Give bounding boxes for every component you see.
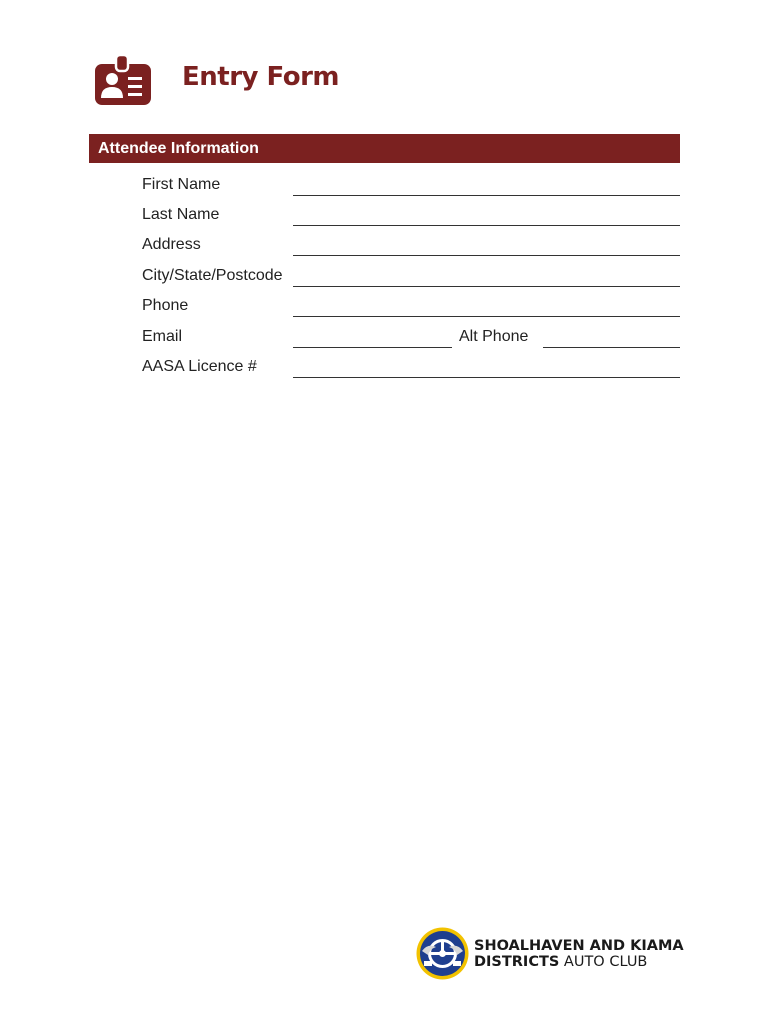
page-title: Entry Form [182,62,340,92]
alt-phone-label: Alt Phone [459,328,529,345]
club-name [474,938,684,970]
last-name-field[interactable] [293,224,680,226]
city-state-postcode-row [142,261,680,287]
first-name-row [142,170,680,196]
address-label: Address [142,236,201,253]
address-row [142,230,680,256]
email-row [142,322,680,348]
last-name-row [142,200,680,226]
club-name-line-1: SHOALHAVEN AND KIAMA [474,938,684,954]
email-label: Email [142,328,183,345]
address-field[interactable] [293,254,680,256]
last-name-label: Last Name [142,206,220,223]
club-name-districts: DISTRICTS [474,954,560,970]
city-state-postcode-label: City/State/Postcode [142,267,283,284]
city-state-postcode-field[interactable] [293,285,680,287]
aasa-licence-label: AASA Licence # [142,358,257,375]
club-name-auto-club: AUTO CLUB [559,954,648,970]
aasa-licence-field[interactable] [293,376,680,378]
alt-phone-field[interactable] [543,346,680,348]
phone-row [142,291,680,317]
club-name-line-2 [474,954,684,970]
first-name-field[interactable] [293,194,680,196]
phone-label: Phone [142,297,189,314]
phone-field[interactable] [293,315,680,317]
email-field[interactable] [293,346,452,348]
section-header: Attendee Information [89,134,680,163]
aasa-licence-row [142,352,680,378]
first-name-label: First Name [142,176,221,193]
club-logo-icon [416,927,469,980]
id-badge-icon [95,55,151,105]
